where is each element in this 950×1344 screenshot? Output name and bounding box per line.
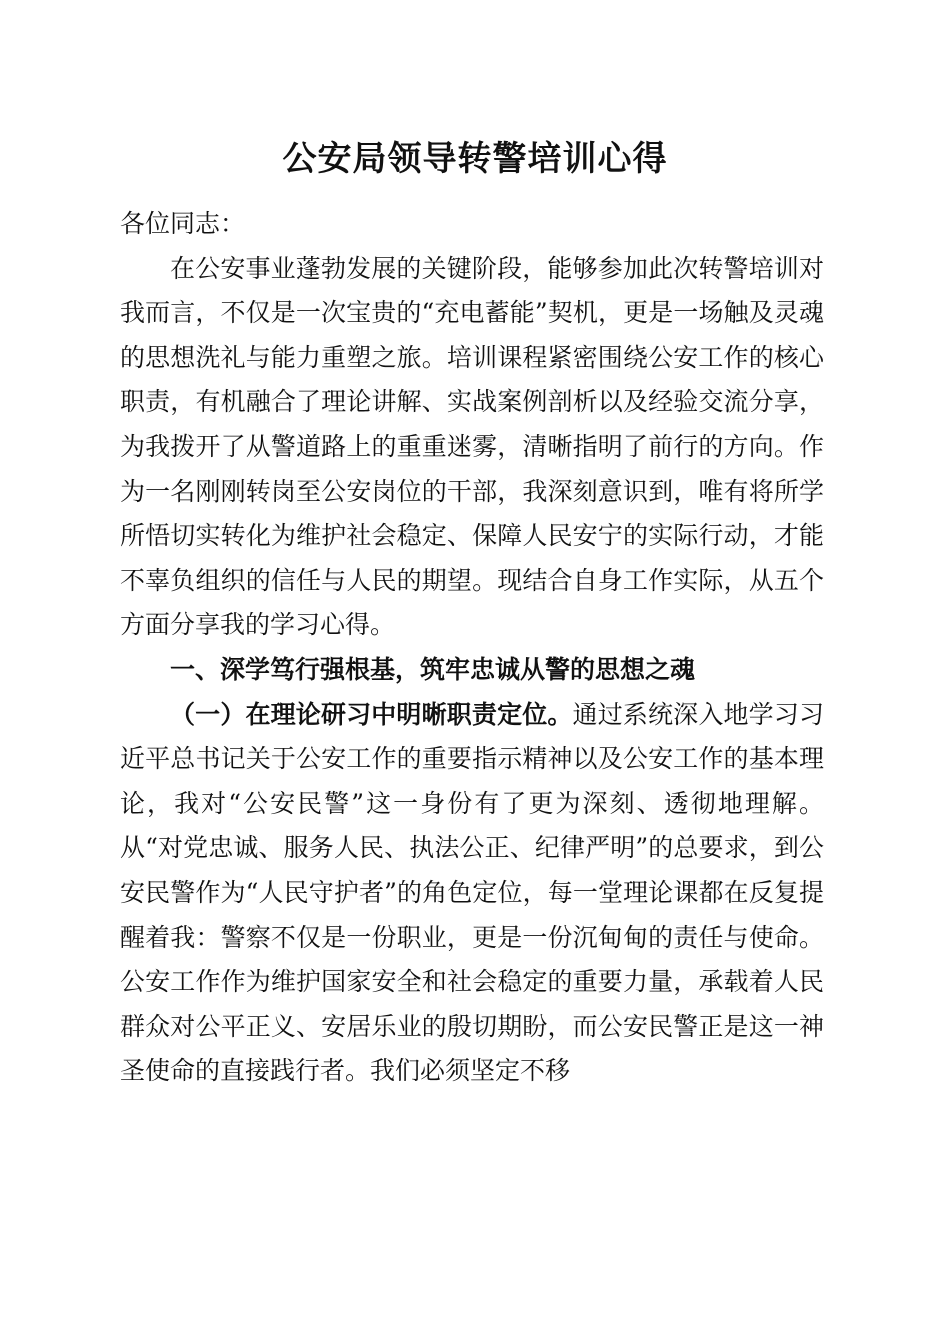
document-body bbox=[120, 202, 824, 1094]
subsection-paragraph-1 bbox=[120, 693, 824, 1094]
salutation: 各位同志： bbox=[120, 209, 246, 238]
document-title: 公安局领导转警培训心得 bbox=[282, 139, 668, 179]
subsection-text-1: 通过系统深入地学习习近平总书记关于公安工作的重要指示精神以及公安工作的基本理论，我对“公安民警”这一身份有了更为深刻、透彻地理解。从“对党忠诚、服务人民、执法公正、纪律严明”的总要求，到公安民警作为“人民守护者”的角色定位，每一堂理论课都在反复提醒着我：警察不仅是一份职业，更是一份沉甸甸的责任与使命。公安工作作为维护国家安全和社会稳定的重要力量，承载着人民群众对公平正义、安居乐业的殷切期盼，而公安民警正是这一神圣使命的直接践行者。我们必须坚定不移 bbox=[120, 699, 824, 1086]
subsection-lead-1: （一）在理论研习中明晰职责定位。 bbox=[170, 699, 573, 729]
intro-paragraph: 在公安事业蓬勃发展的关键阶段，能够参加此次转警培训对我而言，不仅是一次宝贵的“充电蓄能”契机，更是一场触及灵魂的思想洗礼与能力重塑之旅。培训课程紧密围绕公安工作的核心职责，有机融合了理论讲解、实战案例剖析以及经验交流分享，为我拨开了从警道路上的重重迷雾，清晰指明了前行的方向。作为一名刚刚转岗至公安岗位的干部，我深刻意识到，唯有将所学所悟切实转化为维护社会稳定、保障人民安宁的实际行动，才能不辜负组织的信任与人民的期望。现结合自身工作实际，从五个方面分享我的学习心得。 bbox=[120, 253, 824, 640]
section-heading-1: 一、深学笃行强根基，筑牢忠诚从警的思想之魂 bbox=[170, 654, 696, 684]
